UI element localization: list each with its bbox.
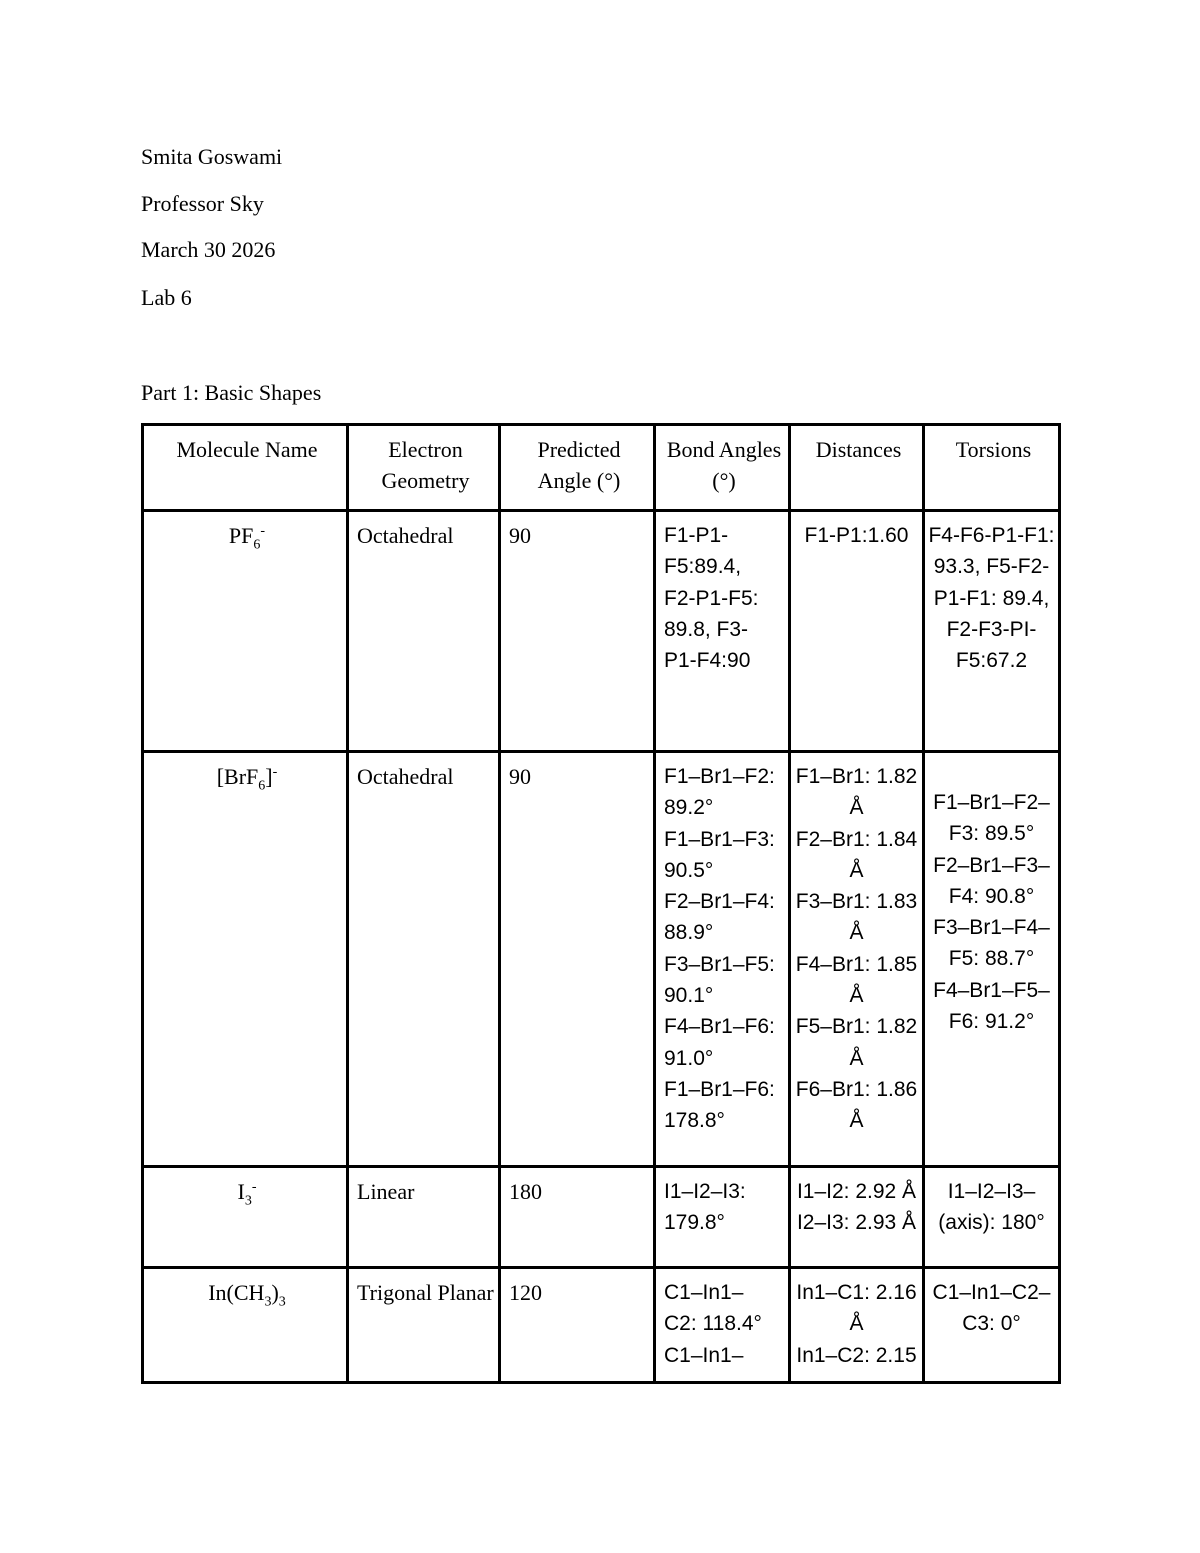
electron-geometry: Trigonal Planar (348, 1268, 500, 1383)
bond-angles: F1-P1- F5:89.4, F2-P1-F5: 89.8, F3- P1-F4:90 (655, 511, 790, 752)
professor-name: Professor Sky (141, 191, 264, 216)
column-header: Molecule Name (143, 425, 348, 511)
molecule-name: $I_3^-$ (143, 1167, 348, 1268)
table-row (143, 511, 1060, 752)
molecule-name: $In(CH_3)_3$ (143, 1268, 348, 1383)
distances: I1–I2: 2.92 Å I2–I3: 2.93 Å (790, 1167, 924, 1268)
torsions: I1–I2–I3– (axis): 180° (924, 1167, 1060, 1268)
molecule-name: [BrF$_6$]- (143, 752, 348, 1167)
predicted-angle: 180 (500, 1167, 655, 1268)
bond-angles: I1–I2–I3: 179.8° (655, 1167, 790, 1268)
basic-shapes-table (141, 423, 1061, 1384)
column-header: Predicted Angle (°) (500, 425, 655, 511)
table-header-row (143, 425, 1060, 511)
bond-angles: C1–In1– C2: 118.4° C1–In1– (655, 1268, 790, 1383)
predicted-angle: 120 (500, 1268, 655, 1383)
column-header: Electron Geometry (348, 425, 500, 511)
distances: In1–C1: 2.16 Å In1–C2: 2.15 (790, 1268, 924, 1383)
torsions: C1–In1–C2– C3: 0° (924, 1268, 1060, 1383)
table-row (143, 1268, 1060, 1383)
distances: F1-P1:1.60 (790, 511, 924, 752)
lab-title: Lab 6 (141, 285, 192, 310)
table-row (143, 1167, 1060, 1268)
column-header: Torsions (924, 425, 1060, 511)
table-row (143, 752, 1060, 1167)
bond-angles: F1–Br1–F2: 89.2° F1–Br1–F3: 90.5° F2–Br1–F4: 88.9° F3–Br1–F5: 90.1° F4–Br1–F6: 91.0° F1–Br1–F6: 178.8° (655, 752, 790, 1167)
electron-geometry: Octahedral (348, 511, 500, 752)
student-name: Smita Goswami (141, 144, 283, 169)
distances: F1–Br1: 1.82 Å F2–Br1: 1.84 Å F3–Br1: 1.83 Å F4–Br1: 1.85 Å F5–Br1: 1.82 Å F6–Br1: 1.86 Å (790, 752, 924, 1167)
torsions: F1–Br1–F2– F3: 89.5° F2–Br1–F3– F4: 90.8° F3–Br1–F4– F5: 88.7° F4–Br1–F5– F6: 91.2° (924, 752, 1060, 1167)
date: March 30 2026 (141, 237, 276, 262)
predicted-angle: 90 (500, 511, 655, 752)
torsions: F4-F6-P1-F1: 93.3, F5-F2- P1-F1: 89.4, F2-F3-PI- F5:67.2 (924, 511, 1060, 752)
column-header: Bond Angles (°) (655, 425, 790, 511)
section-title: Part 1: Basic Shapes (141, 380, 322, 405)
electron-geometry: Linear (348, 1167, 500, 1268)
electron-geometry: Octahedral (348, 752, 500, 1167)
column-header: Distances (790, 425, 924, 511)
predicted-angle: 90 (500, 752, 655, 1167)
molecule-name: $PF_6^-$ (143, 511, 348, 752)
